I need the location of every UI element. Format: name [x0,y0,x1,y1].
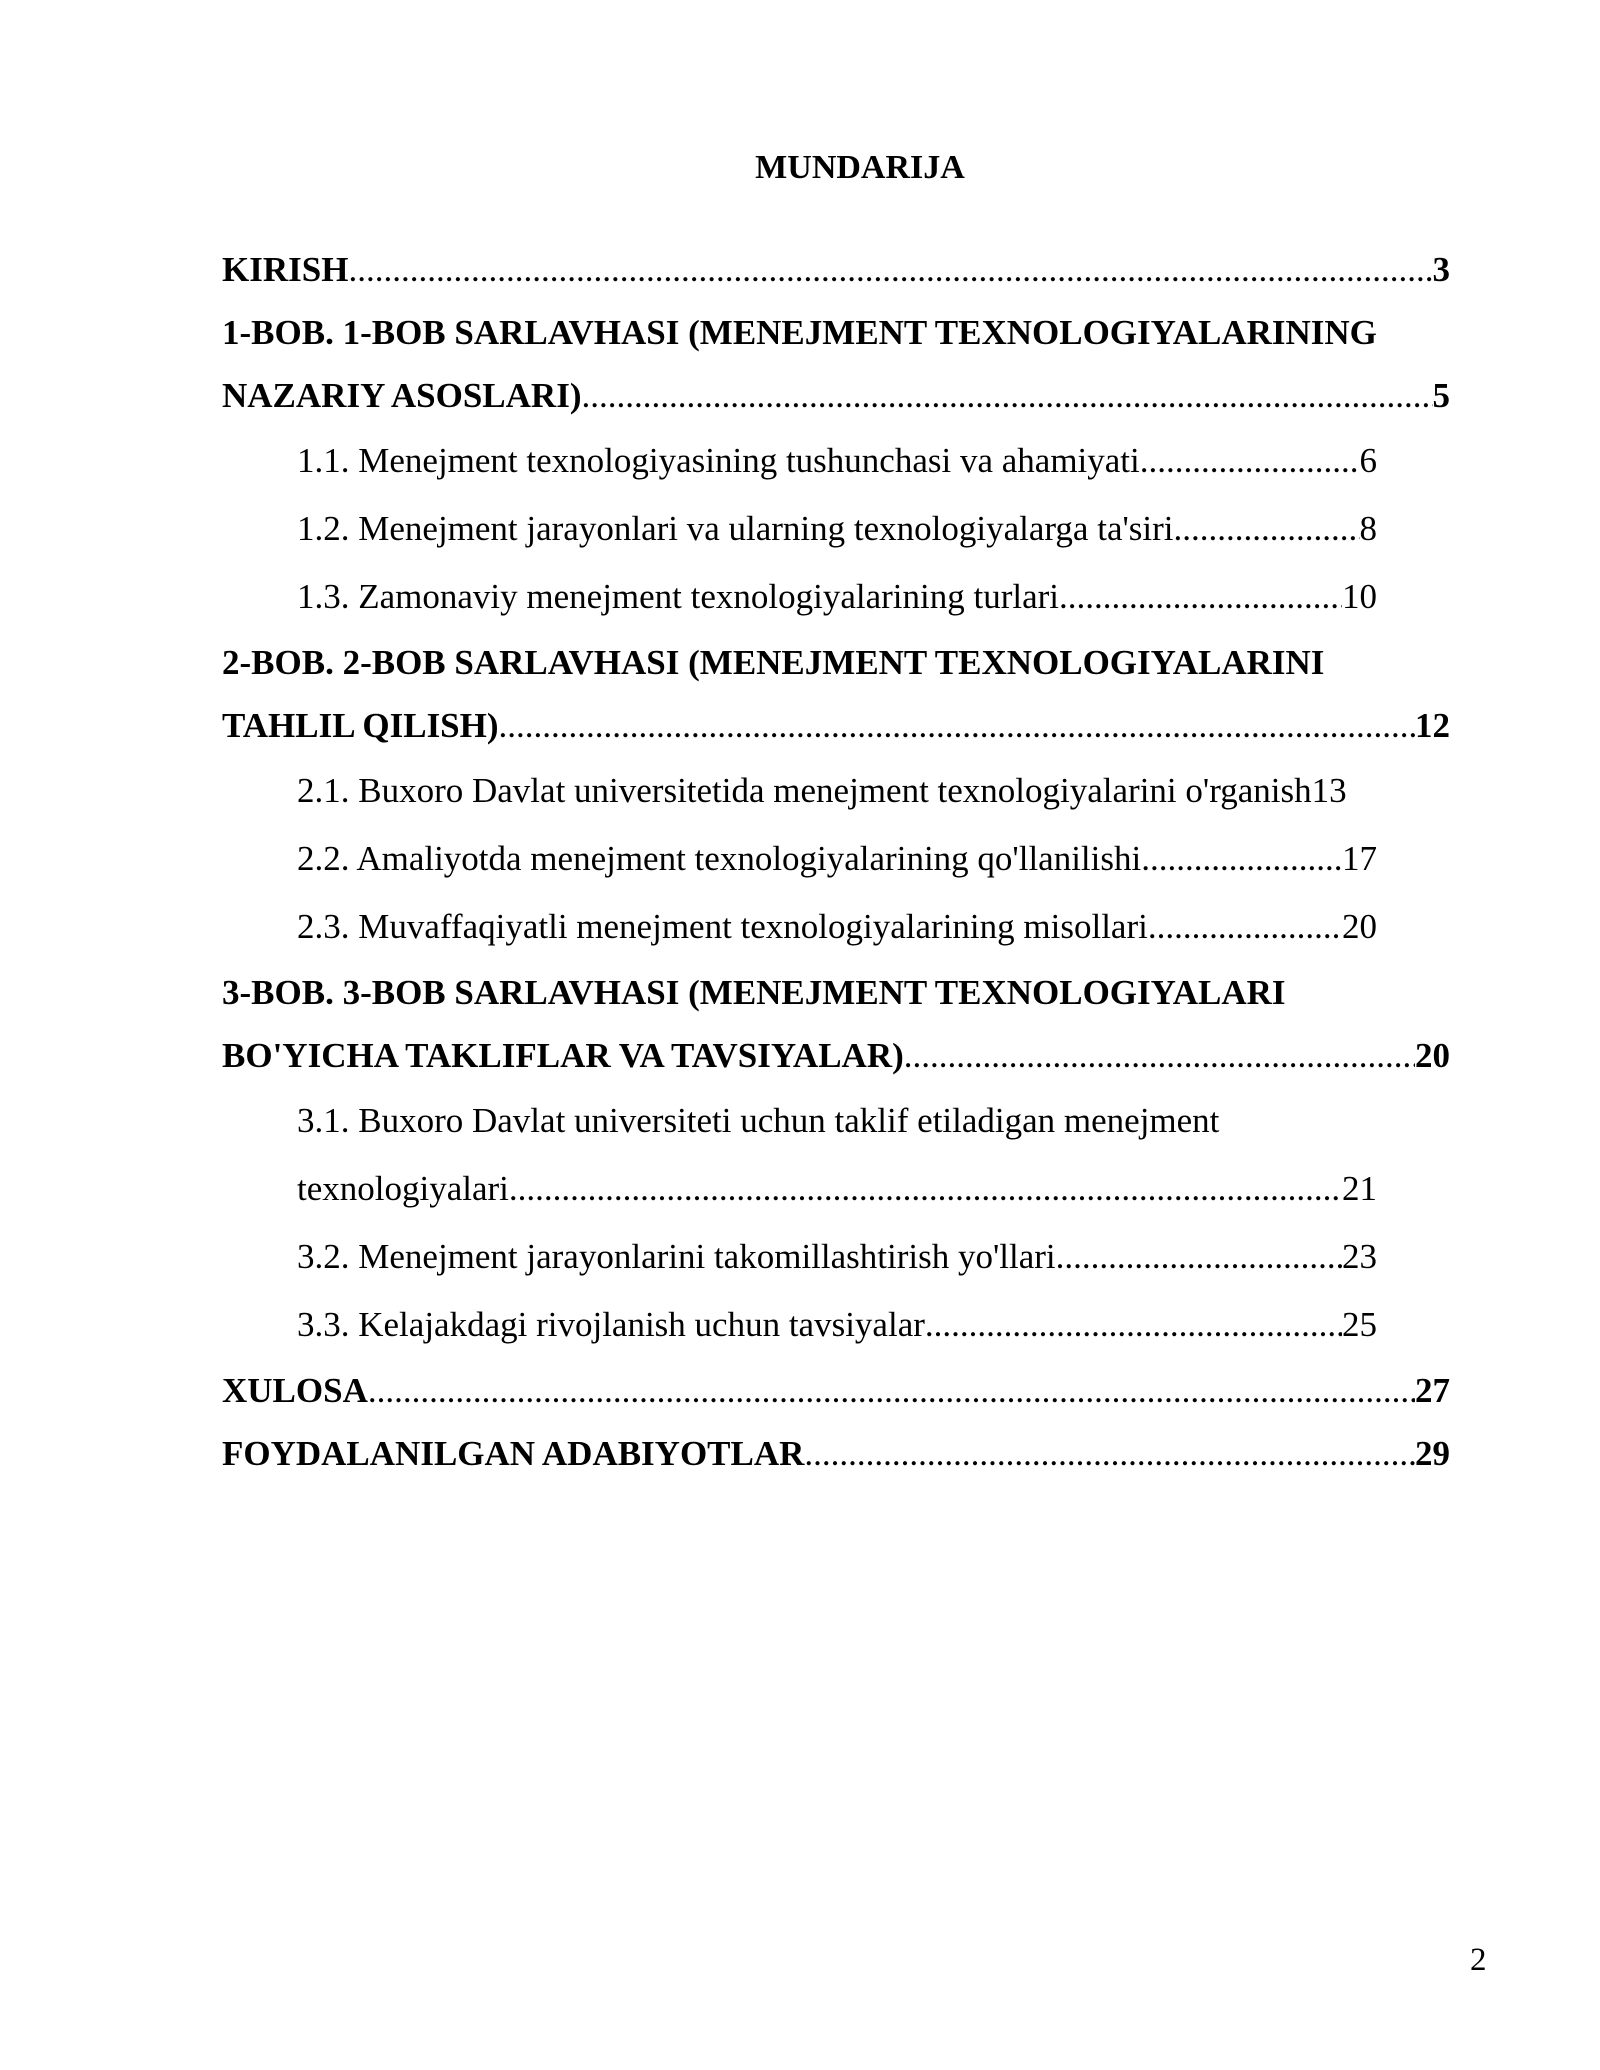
toc-entry-text-line1: 3.1. Buxoro Davlat universiteti uchun taklif etiladigan menejment [297,1101,1220,1140]
toc-entry-text: XULOSA [222,1371,368,1410]
toc-entry-page: 23 [1342,1237,1377,1276]
page-number: 2 [1470,1942,1487,1978]
toc-entry-page: 10 [1342,577,1377,616]
toc-entry-section-2-3[interactable] [297,893,1377,961]
toc-entry-section-2-1[interactable] [297,757,1377,825]
toc-entry-text-line2: TAHLIL QILISH) [222,706,499,745]
toc-entry-adabiyotlar[interactable] [222,1422,1450,1485]
toc-entry-text: 3.3. Kelajakdagi rivojlanish uchun tavsiyalar [297,1305,925,1344]
toc-entry-text: 2.3. Muvaffaqiyatli menejment texnologiyalarining misollari [297,907,1148,946]
dot-leader [1141,825,1342,893]
dot-leader [509,1155,1342,1223]
dot-leader [1059,563,1342,631]
toc-entry-section-3-3[interactable] [297,1291,1377,1359]
dot-leader [348,238,1432,301]
dot-leader [804,1422,1415,1485]
toc-entry-section-3-2[interactable] [297,1223,1377,1291]
dot-leader [925,1291,1342,1359]
toc-entry-page: 5 [1432,376,1450,415]
toc-entry-page: 25 [1342,1305,1377,1344]
toc-entry-text-line2: texnologiyalari [297,1169,509,1208]
toc-entry-section-1-1[interactable] [297,427,1377,495]
dot-leader [904,1024,1415,1087]
toc-entry-text: 2.1. Buxoro Davlat universitetida menejment texnologiyalarini o'rganish [297,771,1312,810]
toc-entry-text-line1: 1-BOB. 1-BOB SARLAVHASI (MENEJMENT TEXNOLOGIYALARINING [222,313,1377,352]
toc-entry-section-1-3[interactable] [297,563,1377,631]
toc-entry-text-line1: 2-BOB. 2-BOB SARLAVHASI (MENEJMENT TEXNOLOGIYALARINI [222,643,1325,682]
toc-entry-page: 21 [1342,1169,1377,1208]
toc-entry-page: 20 [1415,1036,1450,1075]
dot-leader [499,694,1415,757]
toc-entry-section-1-2[interactable] [297,495,1377,563]
toc-entry-text: 2.2. Amaliyotda menejment texnologiyalarining qo'llanilishi [297,839,1142,878]
dot-leader [1174,495,1360,563]
table-of-contents [222,238,1450,1485]
toc-title: MUNDARIJA [755,149,965,186]
toc-entry-xulosa[interactable] [222,1359,1450,1422]
toc-entry-text-line2: BO'YICHA TAKLIFLAR VA TAVSIYALAR) [222,1036,904,1075]
toc-entry-text: 1.2. Menejment jarayonlari va ularning texnologiyalarga ta'siri [297,509,1174,548]
toc-entry-page: 12 [1415,706,1450,745]
dot-leader [1148,893,1342,961]
toc-entry-chapter-2[interactable] [222,631,1450,757]
dot-leader [368,1359,1415,1422]
dot-leader [581,364,1432,427]
toc-entry-section-3-1[interactable] [297,1087,1377,1223]
dot-leader [1140,427,1360,495]
toc-entry-text-line1: 3-BOB. 3-BOB SARLAVHASI (MENEJMENT TEXNOLOGIYALARI [222,973,1286,1012]
toc-entry-chapter-3[interactable] [222,961,1450,1087]
toc-entry-page: 27 [1415,1371,1450,1410]
toc-entry-page: 8 [1359,509,1377,548]
toc-entry-text: KIRISH [222,250,349,289]
toc-entry-page: 3 [1432,250,1450,289]
toc-entry-section-2-2[interactable] [297,825,1377,893]
toc-entry-chapter-1[interactable] [222,301,1450,427]
toc-entry-page: 29 [1415,1434,1450,1473]
toc-entry-text: 1.1. Menejment texnologiyasining tushunchasi va ahamiyati [297,441,1140,480]
toc-entry-text: 1.3. Zamonaviy menejment texnologiyalarining turlari [297,577,1060,616]
toc-entry-text: FOYDALANILGAN ADABIYOTLAR [222,1434,805,1473]
toc-entry-page: 20 [1342,907,1377,946]
toc-entry-text: 3.2. Menejment jarayonlarini takomillashtirish yo'llari [297,1237,1056,1276]
toc-entry-page: 17 [1342,839,1377,878]
toc-entry-page: 13 [1311,771,1347,810]
toc-entry-text-line2: NAZARIY ASOSLARI) [222,376,582,415]
toc-entry-kirish[interactable] [222,238,1450,301]
dot-leader [1056,1223,1342,1291]
toc-entry-page: 6 [1359,441,1377,480]
